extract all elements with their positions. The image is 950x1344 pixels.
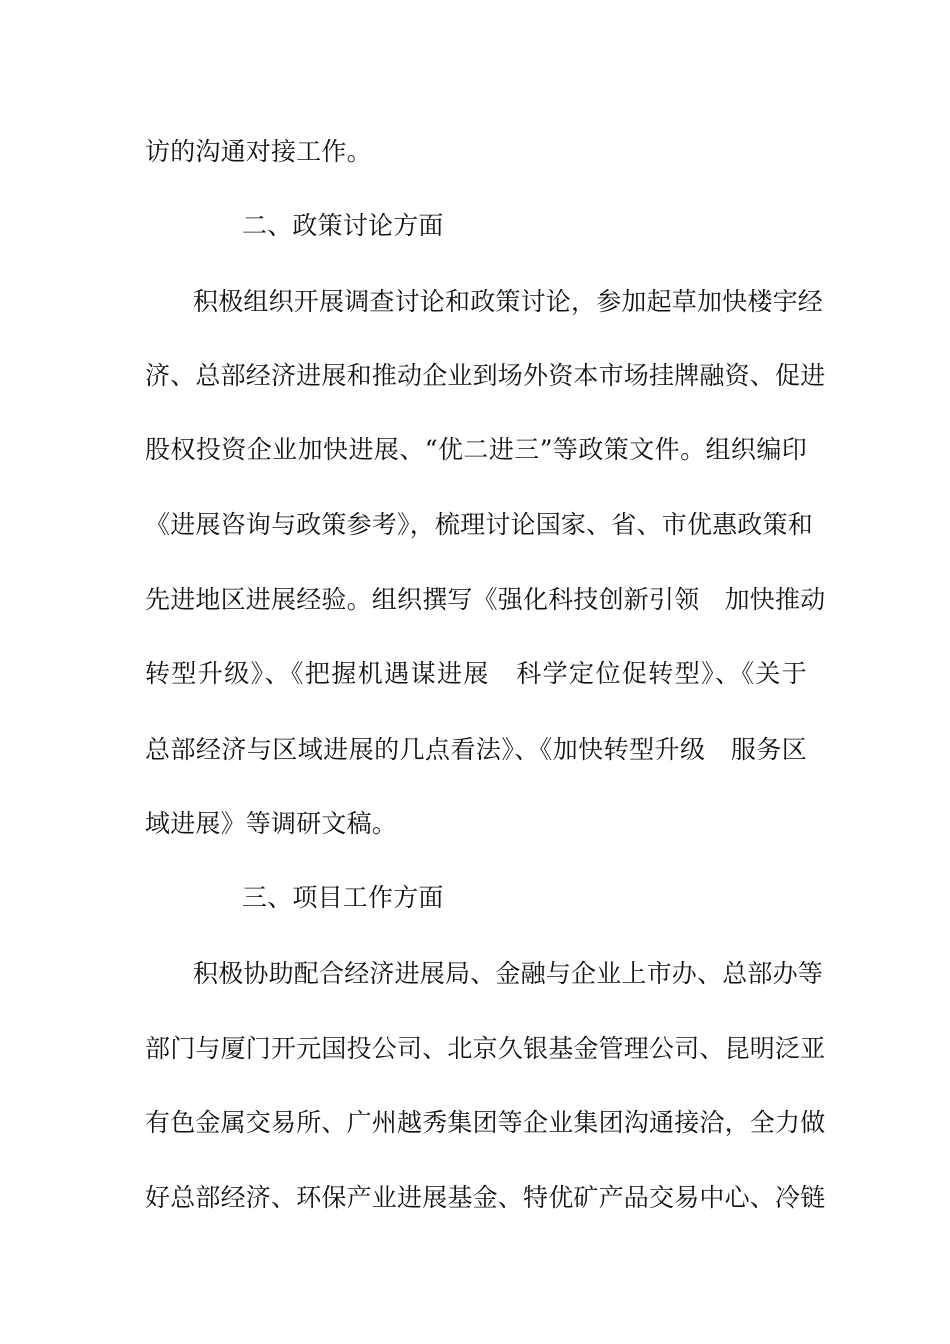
paragraph-line: 总部经济与区域进展的几点看法》、《加快转型升级 服务区: [145, 735, 807, 764]
paragraph-line: 《进展咨询与政策参考》，梳理讨论国家、省、市优惠政策和: [145, 510, 813, 539]
section-heading-policy: 二、政策讨论方面: [242, 211, 444, 240]
section-heading-projects: 三、项目工作方面: [242, 883, 444, 912]
paragraph-line: 积极组织开展调查讨论和政策讨论，参加起草加快楼宇经: [193, 287, 824, 316]
paragraph-line: 好总部经济、环保产业进展基金、特优矿产品交易中心、冷链: [145, 1183, 826, 1212]
paragraph-line: 股权投资企业加快进展、“优二进三”等政策文件。组织编印: [145, 435, 807, 464]
paragraph-line: 济、总部经济进展和推动企业到场外资本市场挂牌融资、促进: [145, 361, 826, 390]
paragraph-continuation-line: 访的沟通对接工作。: [145, 137, 372, 166]
paragraph-line: 转型升级》、《把握机遇谋进展 科学定位促转型》、《关于: [145, 659, 807, 688]
paragraph-line: 有色金属交易所、广州越秀集团等企业集团沟通接洽，全力做: [145, 1108, 826, 1137]
paragraph-last-line: 域进展》等调研文稿。: [145, 809, 398, 838]
paragraph-line: 部门与厦门开元国投公司、北京久银基金管理公司、昆明泛亚: [145, 1034, 826, 1063]
paragraph-line: 积极协助配合经济进展局、金融与企业上市办、总部办等: [193, 959, 824, 988]
paragraph-line: 先进地区进展经验。组织撰写《强化科技创新引领 加快推动: [145, 585, 826, 614]
